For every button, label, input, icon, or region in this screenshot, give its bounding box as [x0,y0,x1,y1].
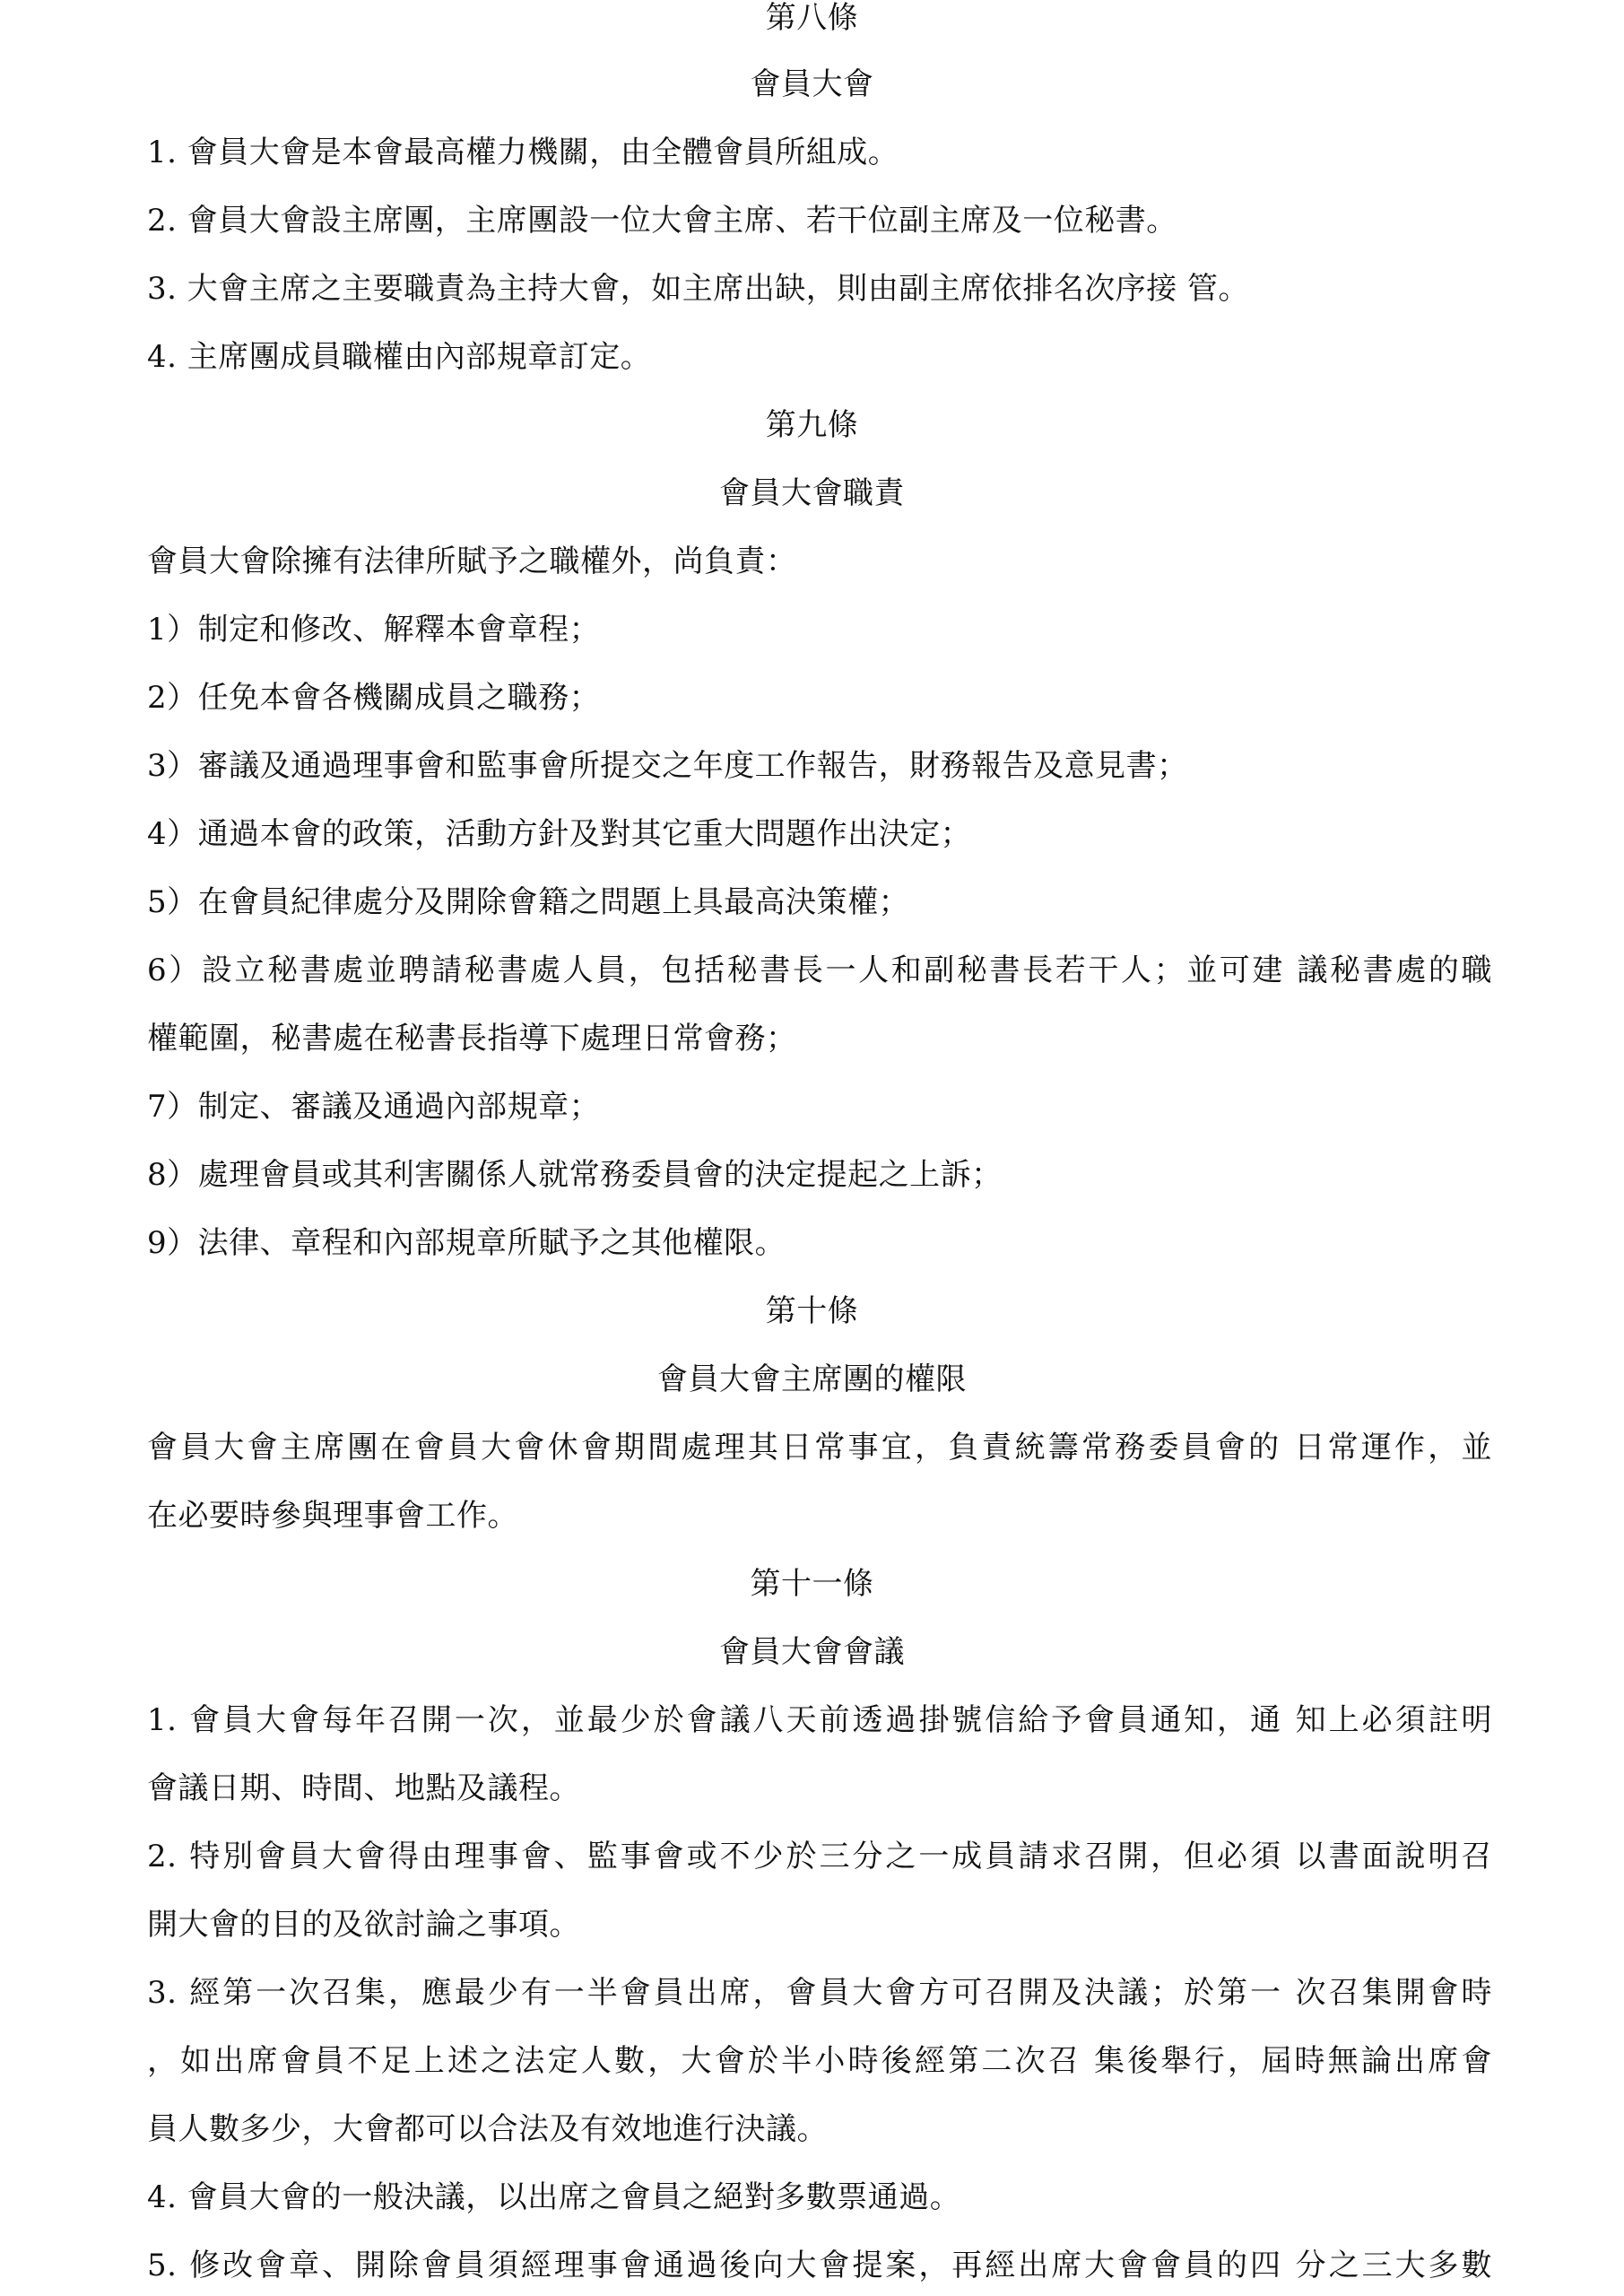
list-item: 4）通過本會的政策，活動方針及對其它重大問題作出決定； [147,816,972,852]
article-8-number: 第八條 [765,0,859,36]
list-item: 7）制定、審議及通過內部規章； [147,1089,601,1125]
article-9-title: 會員大會職責 [719,475,905,511]
paragraph-line: 2. 特別會員大會得由理事會、監事會或不少於三分之一成員請求召開，但必須 以書面說明召 [147,1839,1492,1874]
article-9-number: 第九條 [765,407,859,443]
list-item: 1）制定和修改、解釋本會章程； [147,612,601,648]
paragraph-line: 4. 主席團成員職權由內部規章訂定。 [147,339,652,375]
paragraph-line: 2. 會員大會設主席團，主席團設一位大會主席、若干位副主席及一位秘書。 [147,203,1177,239]
paragraph-line: 開大會的目的及欲討論之事項。 [147,1907,580,1943]
list-item: 6）設立秘書處並聘請秘書處人員，包括秘書長一人和副秘書長若干人；並可建 議秘書處的職 [147,952,1492,988]
paragraph-line: 3. 經第一次召集，應最少有一半會員出席，會員大會方可召開及決議；於第一 次召集開會時 [147,1975,1492,2011]
paragraph-line: 4. 會員大會的一般決議，以出席之會員之絕對多數票通過。 [147,2179,961,2215]
list-item: 8）處理會員或其利害關係人就常務委員會的決定提起之上訴； [147,1157,1003,1193]
list-item: 3）審議及通過理事會和監事會所提交之年度工作報告，財務報告及意見書； [147,748,1188,784]
paragraph-line: 1. 會員大會每年召開一次，並最少於會議八天前透過掛號信給予會員通知，通 知上必須註明 [147,1702,1492,1738]
paragraph-line: 在必要時參與理事會工作。 [147,1498,518,1534]
article-10-title: 會員大會主席團的權限 [657,1361,967,1397]
list-item: 9）法律、章程和內部規章所賦予之其他權限。 [147,1225,786,1261]
paragraph-line: 員人數多少，大會都可以合法及有效地進行決議。 [147,2111,828,2147]
list-item: 2）任免本會各機關成員之職務； [147,680,601,716]
paragraph-line: 會員大會主席團在會員大會休會期間處理其日常事宜，負責統籌常務委員會的 日常運作，並 [147,1430,1492,1465]
paragraph-line: 5. 修改會章、開除會員須經理事會通過後向大會提案，再經出席大會會員的四 分之三大多數 [147,2248,1492,2283]
article-10-number: 第十條 [765,1293,859,1329]
paragraph-line: 3. 大會主席之主要職責為主持大會，如主席出缺，則由副主席依排名次序接 管。 [147,271,1250,307]
paragraph-line: 會員大會除擁有法律所賦予之職權外，尚負責： [147,544,797,579]
paragraph-line: 1. 會員大會是本會最高權力機關，由全體會員所組成。 [147,135,899,170]
list-item: 5）在會員紀律處分及開除會籍之問題上具最高決策權； [147,884,910,920]
paragraph-line: ，如出席會員不足上述之法定人數，大會於半小時後經第二次召 集後舉行，屆時無論出席會 [147,2043,1492,2079]
paragraph-line: 會議日期、時間、地點及議程。 [147,1770,580,1806]
article-11-number: 第十一條 [750,1566,874,1602]
list-item-continued: 權範圍，秘書處在秘書長指導下處理日常會務； [147,1021,797,1057]
article-11-title: 會員大會會議 [719,1634,905,1670]
article-8-title: 會員大會 [750,66,874,102]
